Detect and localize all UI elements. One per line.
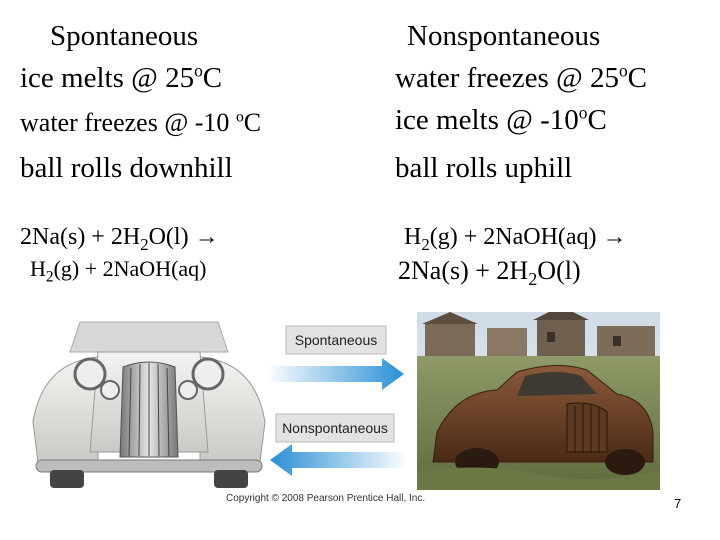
reaction-part: 2Na(s) + 2H <box>398 256 529 285</box>
water-freezes-25 <box>395 62 647 95</box>
spontaneous-heading: Spontaneous <box>50 20 199 52</box>
degree-sup: o <box>618 60 628 81</box>
ball-rolls-uphill: ball rolls uphill <box>395 152 573 184</box>
degree-sup: o <box>235 108 244 126</box>
left-reaction-line2 <box>30 256 207 286</box>
reaction-part: H <box>30 256 46 281</box>
subscript: 2 <box>45 268 54 286</box>
ice-melts-25-text: ice melts @ 25 <box>20 62 195 94</box>
page-number: 7 <box>674 496 682 511</box>
right-reaction-line1 <box>404 224 627 254</box>
unit: C <box>627 62 647 94</box>
copyright-notice: Copyright © 2008 Pearson Prentice Hall, Inc. <box>226 493 426 504</box>
water-freezes-text: water freezes @ 25 <box>395 62 619 94</box>
unit: C <box>243 108 262 137</box>
direction-arrows <box>262 318 412 482</box>
nonspontaneous-heading: Nonspontaneous <box>407 20 601 52</box>
ice-melts-25 <box>20 62 222 95</box>
reaction-part: (g) + 2NaOH(aq) <box>53 256 207 281</box>
ice-melts-minus10 <box>395 104 607 137</box>
left-arrow-icon <box>270 444 408 476</box>
rusted-car-photo <box>417 312 660 490</box>
water-freezes-minus10 <box>20 108 261 138</box>
reaction-part: H <box>404 224 422 250</box>
reaction-part: O(l) <box>537 256 581 285</box>
left-reaction-line1 <box>20 224 219 254</box>
reaction-part: (g) + 2NaOH(aq) → <box>429 224 627 250</box>
right-reaction-line2 <box>398 256 581 290</box>
degree-sup: o <box>194 60 203 81</box>
subscript: 2 <box>421 234 430 254</box>
degree-sup: o <box>578 102 588 123</box>
unit: C <box>587 104 607 136</box>
new-car-photo <box>28 312 270 490</box>
nonspontaneous-arrow-label: Nonspontaneous <box>282 420 388 436</box>
reaction-part: O(l) → <box>148 224 219 250</box>
ice-melts-text: ice melts @ -10 <box>395 104 579 136</box>
reaction-part: 2Na(s) + 2H <box>20 224 141 250</box>
right-arrow-icon <box>266 358 404 390</box>
unit: C <box>202 62 223 94</box>
ball-rolls-downhill: ball rolls downhill <box>20 152 233 184</box>
subscript: 2 <box>140 234 149 254</box>
spontaneous-arrow-label: Spontaneous <box>294 332 378 348</box>
subscript: 2 <box>528 269 538 290</box>
water-freezes-text: water freezes @ -10 <box>20 108 236 137</box>
